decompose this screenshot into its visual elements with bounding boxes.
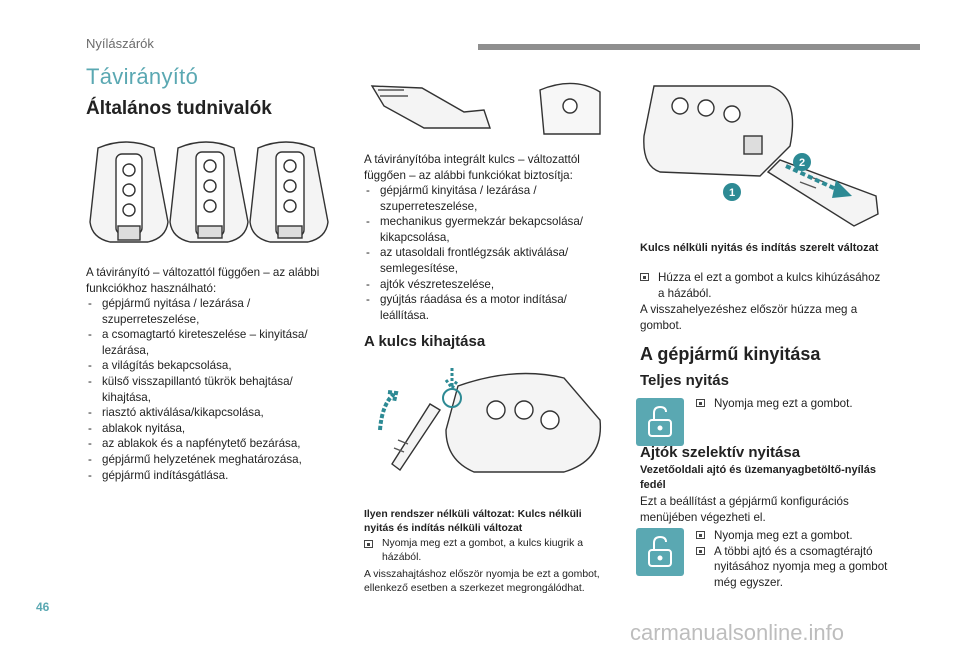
step-item: [696, 544, 896, 591]
list-item: - ablakok nyitása,: [86, 421, 336, 437]
key-unfold-illustration: [364, 360, 612, 490]
list-item: - gyújtás ráadása és a motor indítása/ leállítása.: [364, 292, 614, 323]
list-item: - külső visszapillantó tükrök behajtása/ kihajtása,: [86, 374, 336, 405]
unfold-steps: [364, 537, 614, 565]
list-item: - az ablakok és a napfénytető bezárása,: [86, 436, 336, 452]
header-bar: [478, 44, 920, 50]
step-item: [696, 528, 896, 544]
keyless-note: A visszahelyezéshez először húzza meg a gombot.: [640, 303, 858, 332]
fold-back-note: A visszahajtáshoz először nyomja be ezt a gombot, ellenkező esetben a szerkezet megrongálódhat.: [364, 569, 600, 594]
list-item: - gépjármű indításgátlása.: [86, 468, 336, 484]
selective-unlock-heading: Ajtók szelektív nyitása: [640, 444, 801, 461]
unlock-icon: [636, 398, 684, 446]
full-unlock-heading: Teljes nyitás: [640, 372, 729, 389]
step-marker-icon: [696, 547, 705, 555]
list-item: - a csomagtartó kireteszelése – kinyitása/ lezárása,: [86, 327, 336, 358]
step-marker-icon: [364, 540, 373, 548]
step-text: Nyomja meg ezt a gombot.: [714, 397, 853, 410]
step-marker-icon: [696, 399, 705, 407]
general-info-intro: A távirányító – változattól függően – az alábbi funkciókhoz használható:: [86, 266, 320, 295]
key-unfold-heading: A kulcs kihajtása: [364, 333, 486, 350]
list-item: - riasztó aktiválása/kikapcsolása,: [86, 405, 336, 421]
integrated-key-intro: A távirányítóba integrált kulcs – változattól függően – az alábbi funkciókat biztosítja:: [364, 153, 580, 182]
integrated-key-functions-list: [364, 183, 614, 323]
general-functions-list: [86, 296, 336, 483]
step-text: Nyomja meg ezt a gombot.: [714, 529, 853, 542]
step-item: [364, 537, 614, 565]
callout-number-1: 1: [728, 187, 736, 199]
list-item: - gépjármű helyzetének meghatározása,: [86, 452, 336, 468]
general-info-heading: Általános tudnivalók: [86, 98, 272, 119]
step-item: [640, 270, 888, 301]
selective-unlock-subheading: Vezetőoldali ajtó és üzemanyagbetöltő-nyílás fedél: [640, 464, 876, 491]
keyless-steps: [640, 270, 888, 301]
page-title: Távirányító: [86, 64, 199, 89]
list-item: - az utasoldali frontlégzsák aktiválása/ semlegesítése,: [364, 245, 614, 276]
list-item: - gépjármű nyitása / lezárása / szuperreteszelése,: [86, 296, 336, 327]
vehicle-unlock-heading: A gépjármű kinyitása: [640, 344, 821, 364]
watermark: carmanualsonline.info: [630, 620, 845, 645]
unlock-icon: [636, 528, 684, 576]
callout-number-2: 2: [798, 157, 806, 169]
list-item: - mechanikus gyermekzár bekapcsolása/ kikapcsolása,: [364, 214, 614, 245]
page-number: 46: [36, 600, 50, 614]
list-item: - a világítás bekapcsolása,: [86, 358, 336, 374]
selective-unlock-text: Ezt a beállítást a gépjármű konfigurációs menüjében végezheti el.: [640, 495, 849, 524]
list-item: - gépjármű kinyitása / lezárása / szuperreteszelése,: [364, 183, 614, 214]
list-item: - ajtók vészreteszelése,: [364, 277, 614, 293]
selective-unlock-steps: [696, 528, 896, 590]
variant-title: Ilyen rendszer nélküli változat: Kulcs nélküli nyitás és indítás nélküli változat: [364, 509, 582, 534]
step-text: Húzza el ezt a gombot a kulcs kihúzásához a házából.: [658, 271, 881, 300]
section-header: Nyílászárók: [86, 36, 154, 51]
keyless-title: Kulcs nélküli nyitás és indítás szerelt változat: [640, 242, 879, 254]
keyless-key-illustration: [640, 76, 890, 236]
key-blade-illustration: [364, 72, 604, 138]
step-marker-icon: [640, 273, 649, 281]
remote-keys-illustration: [86, 134, 336, 252]
step-text: A többi ajtó és a csomagtérajtó nyitásához nyomja meg a gombot még egyszer.: [714, 544, 888, 589]
full-unlock-steps: [696, 396, 896, 412]
step-marker-icon: [696, 531, 705, 539]
step-text: Nyomja meg ezt a gombot, a kulcs kiugrik a házából.: [382, 538, 583, 563]
step-item: [696, 396, 896, 412]
